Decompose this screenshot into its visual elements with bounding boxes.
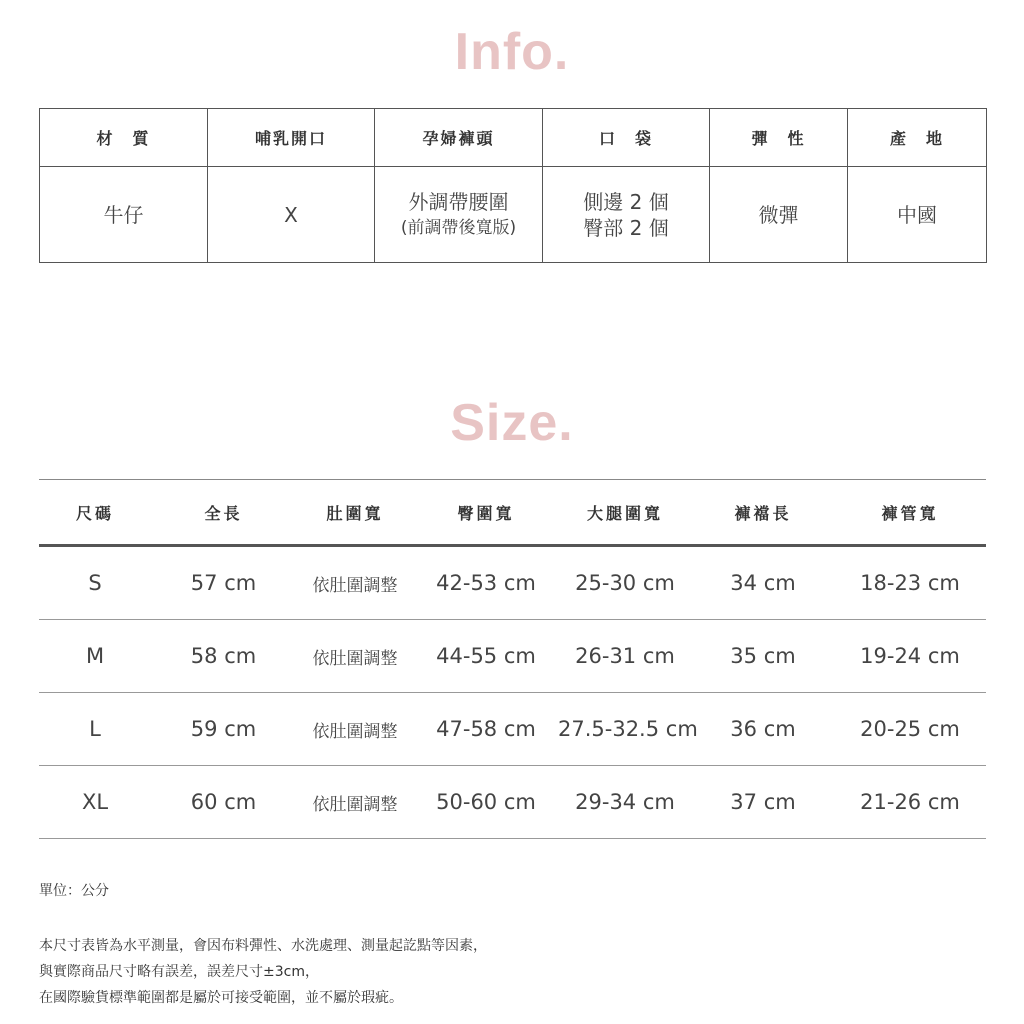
disclaimer-line-2: 與實際商品尺寸略有誤差，誤差尺寸±3cm，: [39, 964, 319, 980]
size-cell: 37 cm: [692, 766, 834, 839]
size-header-belly-width: 肚圍寬: [296, 480, 414, 546]
size-title: Size.: [450, 394, 574, 452]
info-value-elasticity: 微彈: [710, 167, 848, 263]
size-header-rise: 褲襠長: [692, 480, 834, 546]
disclaimer-line-1: 本尺寸表皆為水平測量，會因布料彈性、水洗處理、測量起訖點等因素，: [39, 938, 487, 954]
size-header-thigh-width: 大腿圍寬: [558, 480, 692, 546]
pocket-line-2: 臀部 2 個: [583, 215, 669, 240]
size-header-row: [39, 480, 986, 546]
size-cell: 47-58 cm: [414, 693, 558, 766]
size-cell: 29-34 cm: [558, 766, 692, 839]
disclaimer-line-3: 在國際驗貨標準範圍都是屬於可接受範圍，並不屬於瑕疵。: [39, 990, 403, 1006]
size-cell: 依肚圍調整: [296, 620, 414, 693]
waistband-line-2: (前調帶後寬版): [400, 217, 517, 238]
size-header-size: 尺碼: [39, 480, 151, 546]
info-value-pocket: [543, 167, 710, 263]
size-cell: 59 cm: [151, 693, 296, 766]
size-cell: 依肚圍調整: [296, 693, 414, 766]
info-value-waistband: [375, 167, 543, 263]
size-cell: 依肚圍調整: [296, 766, 414, 839]
size-table: [39, 479, 986, 839]
info-header-waistband: 孕婦褲頭: [375, 109, 543, 167]
table-row: [39, 546, 986, 620]
info-title: Info.: [454, 23, 570, 81]
info-header-elasticity: 彈 性: [710, 109, 848, 167]
info-value-origin: 中國: [848, 167, 987, 263]
size-cell: 34 cm: [692, 546, 834, 620]
size-cell: 19-24 cm: [834, 620, 986, 693]
info-value-material: 牛仔: [40, 167, 208, 263]
size-header-leg-opening: 褲管寬: [834, 480, 986, 546]
table-row: [39, 620, 986, 693]
size-cell: 57 cm: [151, 546, 296, 620]
size-cell: 42-53 cm: [414, 546, 558, 620]
info-table: [39, 108, 987, 263]
size-cell: 27.5-32.5 cm: [558, 693, 692, 766]
table-row: [39, 766, 986, 839]
size-cell: 36 cm: [692, 693, 834, 766]
info-header-material: 材 質: [40, 109, 208, 167]
size-cell: S: [39, 546, 151, 620]
size-cell: 21-26 cm: [834, 766, 986, 839]
measurement-disclaimer: [39, 933, 487, 1011]
size-cell: 35 cm: [692, 620, 834, 693]
waistband-line-1: 外調帶腰圍: [408, 189, 509, 214]
info-header-origin: 產 地: [848, 109, 987, 167]
table-row: [39, 693, 986, 766]
info-value-row: [40, 167, 987, 263]
size-cell: 25-30 cm: [558, 546, 692, 620]
pocket-line-1: 側邊 2 個: [583, 189, 669, 214]
size-cell: 58 cm: [151, 620, 296, 693]
size-cell: XL: [39, 766, 151, 839]
size-cell: 50-60 cm: [414, 766, 558, 839]
info-header-pocket: 口 袋: [543, 109, 710, 167]
size-cell: 20-25 cm: [834, 693, 986, 766]
size-cell: L: [39, 693, 151, 766]
size-cell: 44-55 cm: [414, 620, 558, 693]
unit-note: 單位：公分: [39, 883, 109, 899]
size-cell: 60 cm: [151, 766, 296, 839]
info-header-nursing-opening: 哺乳開口: [208, 109, 375, 167]
size-cell: 依肚圍調整: [296, 546, 414, 620]
size-cell: 26-31 cm: [558, 620, 692, 693]
size-cell: 18-23 cm: [834, 546, 986, 620]
size-cell: M: [39, 620, 151, 693]
size-header-hip-width: 臀圍寬: [414, 480, 558, 546]
info-header-row: [40, 109, 987, 167]
info-value-nursing-opening: X: [208, 167, 375, 263]
size-header-length: 全長: [151, 480, 296, 546]
